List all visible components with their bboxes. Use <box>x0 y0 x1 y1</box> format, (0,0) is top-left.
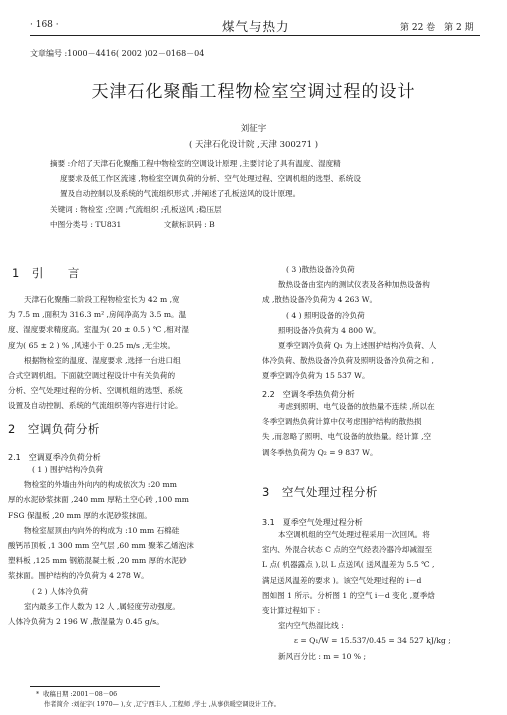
body-line: FSG 保温板 ,20 mm 厚的水泥砂浆抹面。 <box>8 510 152 520</box>
header-rule <box>30 35 480 36</box>
body-line: 酸钙吊顶板 ,1 300 mm 空气层 ,60 mm 聚苯乙烯泡沫 <box>8 541 194 551</box>
abstract-line: 摘要 :介绍了天津石化聚酯工程中物检室的空调设计原理 ,主要讨论了具有温度、湿度精 <box>50 159 341 168</box>
section-2-1-title: 2.1 空调夏季冷负荷分析 <box>8 453 101 462</box>
body-line: ( 2 ) 人体冷负荷 <box>32 586 88 596</box>
right-column-part-b <box>262 399 435 460</box>
body-line: 塑料板 ,125 mm 钢筋混凝土板 ,20 mm 厚的水泥砂 <box>8 556 187 566</box>
body-line: 厚的水泥砂浆抹面 ,240 mm 厚粘土空心砖 ,100 mm <box>8 495 189 505</box>
journal-name: 煤气与热力 <box>222 19 290 34</box>
body-line: 室内最多工作人数为 12 人 ,属轻度劳动强度。 <box>24 601 181 611</box>
body-line: 合式空调机组。下面就空调过程设计中有关负荷的 <box>8 371 176 381</box>
right-column-part-c <box>262 527 451 664</box>
equation-line: ε = Q₁/W = 15.537/0.45 = 34 527 kJ/kg ; <box>294 636 451 646</box>
footnote-marker: * <box>36 691 40 698</box>
abstract <box>50 156 361 232</box>
clc-number: 中图分类号 : TU831 <box>50 219 122 229</box>
section-2-2-title: 2.2 空调冬季热负荷分析 <box>262 390 355 399</box>
body-line: 物检室屋顶由内向外的构成为 :10 mm 石棉硅 <box>24 525 180 535</box>
footnote-author-bio: 作者简介 :刘征宇( 1970— ),女 ,辽宁西丰人 ,工程师 ,学士 ,从事供暖空调设计工作。 <box>44 701 280 708</box>
body-line: 室内、外混合状态 C 点的空气经表冷器冷却减湿至 <box>262 545 433 555</box>
body-line: 变计算过程如下 : <box>262 606 321 616</box>
body-line: 度、湿度要求精度高。室温为( 20 ± 0.5 ) ℃ ,相对湿 <box>8 325 189 335</box>
author: 刘征宇 <box>240 124 267 134</box>
body-line: 设置及自动控制、系统的气流组织等内容进行讨论。 <box>8 401 183 411</box>
page-number-value: 168 <box>35 20 53 30</box>
abstract-line: 置及自动控制以及系统的气流组织形式 ,并阐述了孔板送风的设计原理。 <box>60 189 301 199</box>
body-line: 天津石化聚酯二阶段工程物检室长为 42 m ,宽 <box>24 295 180 304</box>
body-line: 度为( 65 ± 2 ) % ,风速小于 0.25 m/s ,无尘埃。 <box>8 340 176 350</box>
section-1-body <box>8 292 189 414</box>
body-line: 调冬季热负荷为 Q₂ = 9 837 W。 <box>262 447 378 457</box>
section-3-1-title: 3.1 夏季空气处理过程分析 <box>262 518 363 527</box>
footnote-received <box>36 689 117 698</box>
body-line: 失 ,而忽略了照明、电气设备的放热量。经计算 ,空 <box>262 432 432 442</box>
keywords: 关键词 : 物检室 ;空调 ;气流组织 ;孔板送风 ;稳压层 <box>50 204 222 214</box>
document-code: 文献标识码 : B <box>163 219 215 229</box>
body-line: 室内空气热湿比线 : <box>278 621 344 631</box>
section-2-1-body <box>8 462 194 629</box>
body-line: 成 ,散热设备冷负荷为 4 263 W。 <box>262 295 378 305</box>
section-2-title: 2 空调负荷分析 <box>8 422 100 436</box>
body-line: 图如图 1 所示。分析图 1 的空气 i－d 变化 ,夏季焓 <box>262 590 435 600</box>
body-line: ( 1 ) 围护结构冷负荷 <box>32 465 104 474</box>
body-line: ( 3 )散热设备冷负荷 <box>286 265 355 274</box>
body-line: 分析、空气处理过程的分析、空调机组的选型、系统 <box>8 386 183 396</box>
article-id: 文章编号 :1000－4416( 2002 )02－0168－04 <box>30 49 205 58</box>
article-title: 天津石化聚酯工程物检室空调过程的设计 <box>91 82 416 102</box>
body-line: 夏季空调冷负荷 Q₁ 为上述围护结构冷负荷、人 <box>278 341 437 351</box>
volume-issue: 第 22 卷 第 2 期 <box>400 23 474 33</box>
body-line: 浆抹面。围护结构的冷负荷为 4 278 W。 <box>8 571 149 581</box>
body-line: 满足送风温差的要求 )。该空气处理过程的 i－d <box>262 575 422 585</box>
body-line: ( 4 ) 照明设备的冷负荷 <box>286 310 365 320</box>
body-line: 体冷负荷、散热设备冷负荷及照明设备冷负荷之和 , <box>262 356 434 366</box>
abstract-line: 度要求及低工作区流速 ,物检室空调负荷的分析、空气处理过程、空调机组的选型、系统设 <box>60 174 361 184</box>
body-line: 人体冷负荷为 2 196 W ,散湿量为 0.45 g/s。 <box>8 617 164 627</box>
body-line: 散热设备由室内的测试仪表及各种加热设备构 <box>278 280 430 290</box>
page-number: · 168 · <box>30 20 59 30</box>
body-line: 本空调机组的空气处理过程采用一次回风。将 <box>278 530 430 539</box>
classification-row <box>50 217 361 232</box>
right-column-part-a <box>262 262 436 384</box>
body-line: 新风百分比 : m = 10 % ; <box>278 651 367 661</box>
section-3-title: 3 空气处理过程分析 <box>262 485 378 499</box>
affiliation: ( 天津石化设计院 ,天津 300271 ) <box>188 140 319 150</box>
section-1-title: 1 引 言 <box>12 266 80 280</box>
body-line: 夏季空调冷负荷为 15 537 W。 <box>262 371 370 381</box>
footnote-rule <box>30 686 160 687</box>
body-line: 冬季空调热负荷计算中仅考虑围护结构的散热损 <box>262 417 422 427</box>
body-line: 考虑到照明、电气设备的放热量不连续 ,所以在 <box>278 402 435 411</box>
received-date: 收稿日期 :2001－08－06 <box>43 691 118 698</box>
body-line: 根据物检室的温度、湿度要求 ,选择一台进口组 <box>24 355 181 365</box>
body-line: 为 7.5 m ,面积为 316.3 m² ,房间净高为 3.5 m。温 <box>8 310 187 320</box>
body-line: 物检室的外墙由外向内的构成依次为 :20 mm <box>24 480 177 490</box>
body-line: 照明设备冷负荷为 4 800 W。 <box>278 325 381 335</box>
body-line: L 点( 机器露点 ),以 L 点送风( 送风温差为 5.5 ℃ , <box>262 560 435 570</box>
